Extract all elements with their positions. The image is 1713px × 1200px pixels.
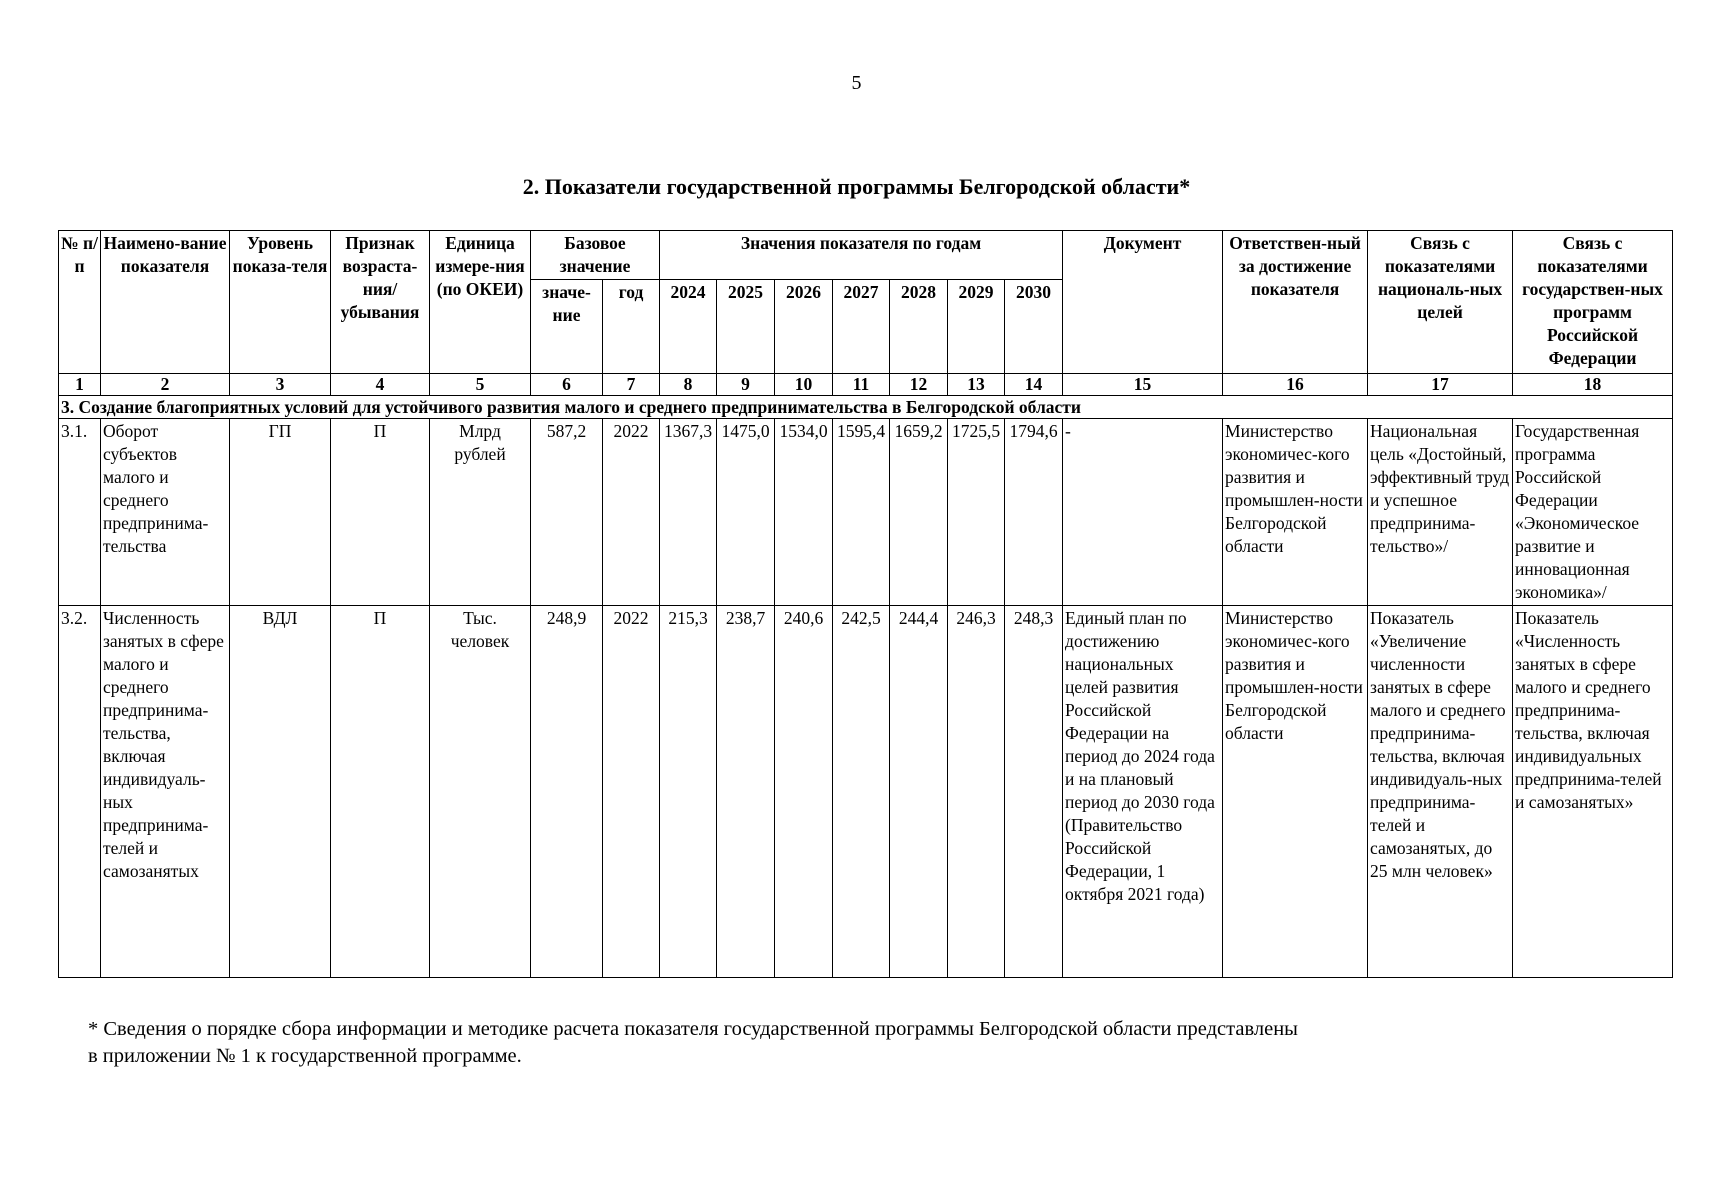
row-sign: П [331, 419, 430, 606]
row-level: ВДЛ [230, 606, 331, 978]
row-year-value: 1725,5 [948, 419, 1005, 606]
row-year-value: 1794,6 [1005, 419, 1063, 606]
header-level: Уровень показа-теля [230, 231, 331, 374]
row-responsible: Министерство экономичес-кого развития и промышлен-ности Белгородской области [1223, 606, 1368, 978]
row-year-value: 1475,0 [717, 419, 775, 606]
header-year: 2029 [948, 280, 1005, 374]
header-year: 2025 [717, 280, 775, 374]
row-no: 3.2. [59, 606, 101, 978]
header-year: 2026 [775, 280, 833, 374]
column-number: 14 [1005, 374, 1063, 396]
column-number: 9 [717, 374, 775, 396]
column-number: 8 [660, 374, 717, 396]
row-no: 3.1. [59, 419, 101, 606]
row-link-state: Показатель «Численность занятых в сфере малого и среднего предпринима-тельства, включая индивидуальных предпринима-телей и самозанятых» [1513, 606, 1673, 978]
row-year-value: 248,3 [1005, 606, 1063, 978]
column-number: 10 [775, 374, 833, 396]
row-year-value: 244,4 [890, 606, 948, 978]
row-level: ГП [230, 419, 331, 606]
column-number: 2 [101, 374, 230, 396]
header-responsible: Ответствен-ный за достижение показателя [1223, 231, 1368, 374]
column-number: 7 [603, 374, 660, 396]
indicators-table [58, 230, 1673, 978]
row-base-year: 2022 [603, 419, 660, 606]
header-base: Базовое значение [531, 231, 660, 280]
row-year-value: 246,3 [948, 606, 1005, 978]
header-sign: Признак возраста-ния/ убывания [331, 231, 430, 374]
page-number: 5 [851, 72, 862, 94]
column-number: 16 [1223, 374, 1368, 396]
row-document: - [1063, 419, 1223, 606]
column-number: 3 [230, 374, 331, 396]
footnote-line: в приложении № 1 к государственной программе. [88, 1045, 522, 1067]
header-no: № п/п [59, 231, 101, 374]
column-number: 4 [331, 374, 430, 396]
row-document: Единый план по достижению национальных целей развития Российской Федерации на период до 2024 года и на плановый период до 2030 года (Правительство Российской Федерации, 1 октября 2021 года) [1063, 606, 1223, 978]
header-base-year: год [603, 280, 660, 374]
column-number: 15 [1063, 374, 1223, 396]
header-document: Документ [1063, 231, 1223, 374]
header-row-top [59, 231, 1673, 280]
row-year-value: 1659,2 [890, 419, 948, 606]
table-row [59, 419, 1673, 606]
row-responsible: Министерство экономичес-кого развития и промышлен-ности Белгородской области [1223, 419, 1368, 606]
row-year-value: 240,6 [775, 606, 833, 978]
row-name: Численность занятых в сфере малого и среднего предпринима-тельства, включая индивидуаль-ных предпринима-телей и самозанятых [101, 606, 230, 978]
header-unit: Единица измере-ния (по ОКЕИ) [430, 231, 531, 374]
column-number: 1 [59, 374, 101, 396]
row-year-value: 238,7 [717, 606, 775, 978]
column-numbers-row [59, 374, 1673, 396]
table-row [59, 606, 1673, 978]
row-year-value: 1367,3 [660, 419, 717, 606]
row-unit: Тыс. человек [430, 606, 531, 978]
row-link-state: Государственная программа Российской Федерации «Экономическое развитие и инновационная экономика»/ [1513, 419, 1673, 606]
column-number: 18 [1513, 374, 1673, 396]
header-year: 2024 [660, 280, 717, 374]
row-link-national: Показатель «Увеличение численности занятых в сфере малого и среднего предпринима-тельства, включая индивидуаль-ных предпринима-телей и самозанятых, до 25 млн человек» [1368, 606, 1513, 978]
header-link-national: Связь с показателями националь-ных целей [1368, 231, 1513, 374]
header-year: 2027 [833, 280, 890, 374]
row-sign: П [331, 606, 430, 978]
row-link-national: Национальная цель «Достойный, эффективный труд и успешное предпринима-тельство»/ [1368, 419, 1513, 606]
header-year: 2030 [1005, 280, 1063, 374]
section-title: 3. Создание благоприятных условий для устойчивого развития малого и среднего предпринимательства в Белгородской области [59, 396, 1673, 419]
page-title: 2. Показатели государственной программы Белгородской области* [522, 174, 1191, 199]
row-year-value: 215,3 [660, 606, 717, 978]
header-link-state: Связь с показателями государствен-ных программ Российской Федерации [1513, 231, 1673, 374]
header-name: Наимено-вание показателя [101, 231, 230, 374]
column-number: 11 [833, 374, 890, 396]
column-number: 6 [531, 374, 603, 396]
header-base-value: значе-ние [531, 280, 603, 374]
row-unit: Млрд рублей [430, 419, 531, 606]
row-base-value: 248,9 [531, 606, 603, 978]
footnote-line: * Сведения о порядке сбора информации и методике расчета показателя государственной программы Белгородской области представлены [88, 1018, 1298, 1040]
column-number: 5 [430, 374, 531, 396]
row-name: Оборот субъектов малого и среднего предпринима-тельства [101, 419, 230, 606]
header-year: 2028 [890, 280, 948, 374]
column-number: 17 [1368, 374, 1513, 396]
row-base-year: 2022 [603, 606, 660, 978]
section-row [59, 396, 1673, 419]
footnote [88, 1016, 1624, 1070]
row-year-value: 1595,4 [833, 419, 890, 606]
row-year-value: 1534,0 [775, 419, 833, 606]
row-year-value: 242,5 [833, 606, 890, 978]
row-base-value: 587,2 [531, 419, 603, 606]
column-number: 12 [890, 374, 948, 396]
header-values-by-year: Значения показателя по годам [660, 231, 1063, 280]
column-number: 13 [948, 374, 1005, 396]
